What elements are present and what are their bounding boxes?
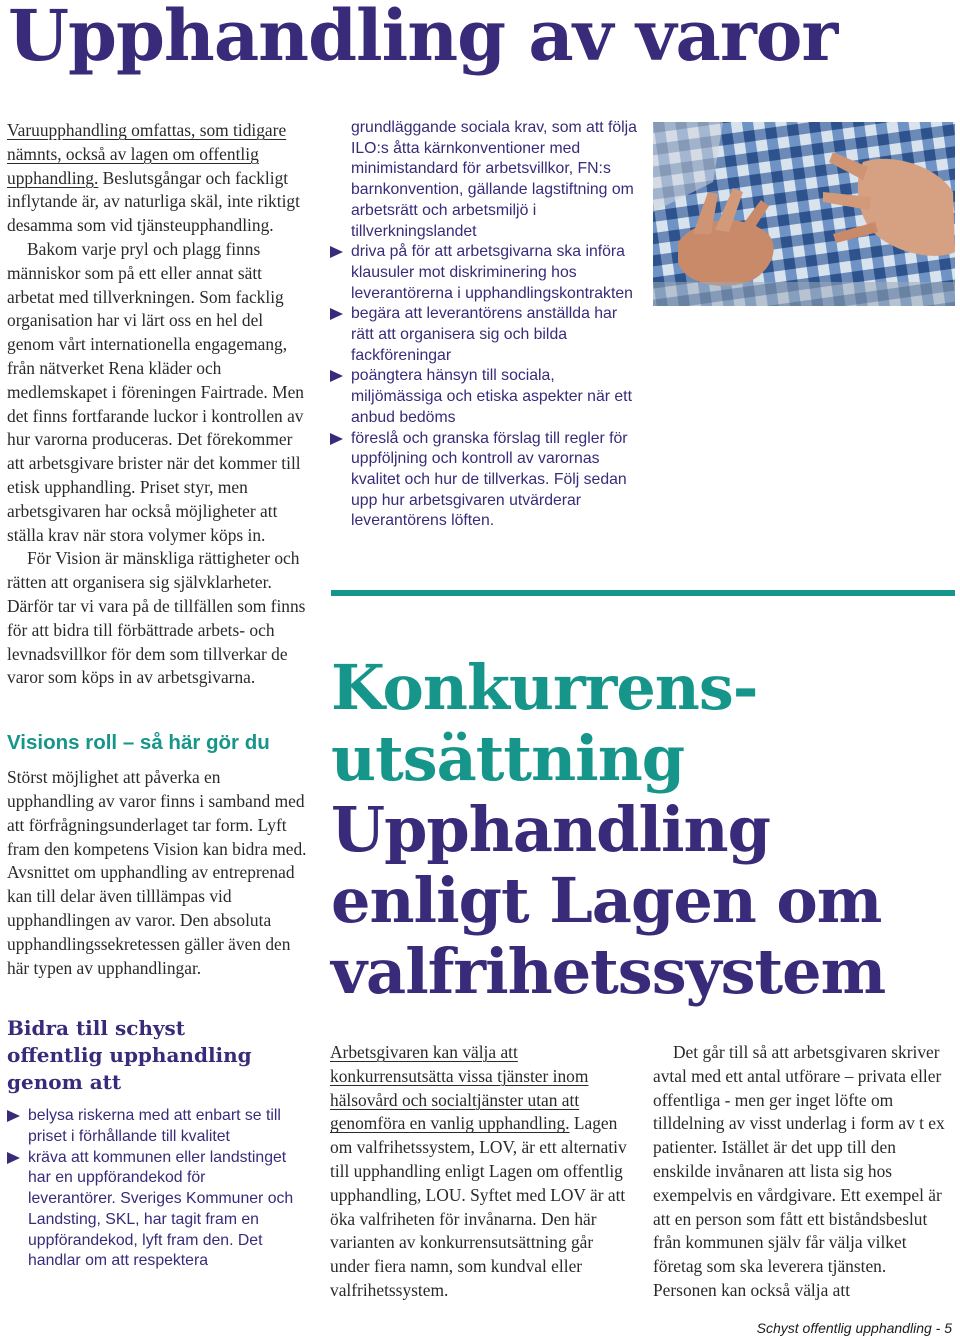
heading-upphandling-line3: valfrihetssystem [331,935,886,1008]
hands-photo-illustration [653,122,955,306]
intro-paragraph [7,119,310,238]
arrow-bullet-icon [7,1110,20,1122]
arrow-bullet-icon [330,433,343,445]
list-continuation: grundläggande sociala krav, som att följa ILO:s åtta kärnkonventioner med minimistandard för arbetsvillkor, FN:s barnkonvention, gällande lagstiftning om arbetsrätt och arbetsmiljö i tillverkningslandet [351,119,637,240]
hands-photo [653,122,955,306]
heading-konkurrens-line1: Konkurrens- [331,651,758,724]
intro-lead: Varuupphandling omfattas, som tidigare nämnts, också av lagen om offentlig upphandling. [7,120,287,188]
list-item-text: begära att leverantörens anställda har rätt att organisera sig och bilda fackföreningar [351,305,618,364]
list-item-text: belysa riskerna med att enbart se till priset i förhållande till kvalitet [28,1107,281,1145]
heading-upphandling-line2: enligt Lagen om [331,864,882,937]
list-item [7,1106,297,1147]
bidra-heading: Bidra till schyst offentlig upphandling genom att [7,1016,252,1095]
middle-column [351,118,643,532]
list-item [330,242,643,304]
visions-heading: Visions roll – så här gör du [7,731,270,755]
body-paragraph-2 [7,238,310,547]
list-item-text: driva på för att arbetsgivarna ska införa klausuler mot diskriminering hos leverantörerna i upphandlingskontrakten [351,243,633,302]
heading-konkurrens-line2: utsättning [331,722,685,795]
body-paragraph-2-text: Bakom varje pryl och plagg finns människor som på ett eller annat sätt arbetat med tillverkningen. Som facklig organisation har vi lärt oss en hel del genom vårt internationella engagemang, från nätverket Rena kläder och medlemskapet i föreningen Fairtrade. Men det finns fortfarande luckor i kontrollen av hur varorna produceras. Det förekommer att arbetsgivare brister när det kommer till etisk upphandling. Priset styr, men arbetsgivaren har också möjligheter att ställa krav när stora volymer köps in. [7,238,304,545]
body-paragraph-3 [7,547,310,690]
list-item-text: föreslå och granska förslag till regler för uppföljning och kontroll av varornas kvalitet och hur de tillverkas. Följ sedan upp hur arbetsgivaren utvärderar leverantörens löften. [351,429,628,530]
arrow-bullet-icon [7,1152,20,1164]
lov-paragraph-b [653,1041,953,1303]
visions-paragraph: Störst möjlighet att påverka en upphandling av varor finns i samband med att förfrågningsunderlaget tar form. Lyft fram den kompetens Vision kan bidra med. Avsnittet om upphandling av entreprenad kan till delar även tilllämpas vid upphandlingen av varor. Den absoluta upphandlingssekretessen gäller även den här typen av upphandlingar. [7,767,307,978]
arrow-bullet-icon [330,246,343,258]
bidra-list [7,1106,297,1272]
heading-upphandling-line1: Upphandling [331,793,770,866]
intro-rest: Beslutsgångar och fackligt inflytande är, av naturliga skäl, inte riktigt desamma som vid tjänsteupphandling. [7,167,300,236]
list-item [330,429,643,533]
arrow-bullet-icon [330,308,343,320]
list-item [330,304,643,366]
lov-paragraph-b-text: Det går till så att arbetsgivaren skriver avtal med ett antal utförare – privata eller offentliga - men ger inget löfte om tilldelning av visst underlag i form av t ex patienter. Istället är det upp till den enskilde invånaren att lista sig hos exempelvis en vårdgivare. Ett exempel är att en person som fått ett biståndsbeslut från kommunen själv får välja vilket företag som ska leverera tjänsten. Personen kan också välja att [653,1042,945,1300]
arrow-bullet-icon [330,370,343,382]
list-item-text: kräva att kommunen eller landstinget har en uppförandekod för leverantörer. Sveriges Kommuner och Landsting, SKL, har tagit fram en uppförandekod, lyft fram den. Det handlar om att respektera [28,1148,294,1270]
list-item [330,366,643,428]
page-title: Upphandling av varor [8,0,838,77]
left-column [7,119,310,1272]
lov-paragraph-a [330,1041,630,1303]
lov-column-right [653,1041,953,1303]
section-divider [331,590,955,596]
list-item [7,1148,297,1272]
lov-rest: Lagen om valfrihetssystem, LOV, är ett alternativ till upphandling enligt Lagen om offentlig upphandling, LOU. Syftet med LOV är att öka valfriheten för invånarna. Den här varianten av konkurrensutsättning går under fiera namn, som kundval eller valfrihetssystem. [330,1113,627,1300]
lov-lead: Arbetsgivaren kan välja att konkurrensutsätta vissa tjänster inom hälsovård och socialtjänster utan att genomföra en vanlig upphandling. [330,1042,589,1134]
lov-column-left [330,1041,630,1303]
body-paragraph-3-text: För Vision är mänskliga rättigheter och rätten att organisera sig självklarheter. Därför tar vi vara på de tillfällen som finns för att bidra till förbättrade arbets- och levnadsvillkor för dem som tillverkar de varor som köps in av arbetsgivarna. [7,548,306,688]
list-item-text: poängtera hänsyn till sociala, miljömässiga och etiska aspekter när ett anbud bedöms [351,367,632,426]
page-footer: Schyst offentlig upphandling - 5 [756,1320,952,1336]
middle-list [330,242,643,532]
